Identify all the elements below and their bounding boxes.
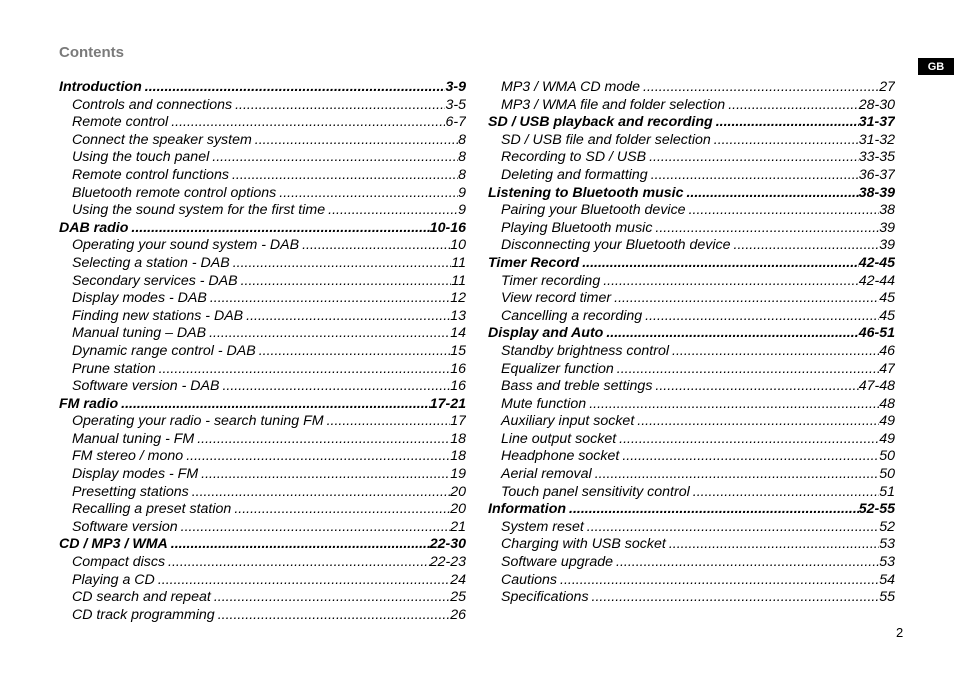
toc-entry-page: 20 <box>450 501 466 518</box>
language-badge: GB <box>918 58 954 75</box>
toc-entry-title: Manual tuning – DAB <box>72 325 207 342</box>
toc-entry-page: 19 <box>450 466 466 483</box>
toc-entry-page: 16 <box>450 360 466 377</box>
toc-entry-title: Bass and treble settings <box>501 378 653 395</box>
toc-section-entry[interactable] <box>488 114 895 132</box>
toc-dot-leader <box>324 413 451 431</box>
toc-entry-title: Connect the speaker system <box>72 131 252 148</box>
toc-subsection-entry[interactable] <box>59 167 466 185</box>
toc-entry-title: Prune station <box>72 360 156 377</box>
toc-dot-leader <box>206 325 450 343</box>
toc-subsection-entry[interactable] <box>59 501 466 519</box>
toc-entry-page: 22-30 <box>429 536 466 553</box>
toc-entry-title: Timer recording <box>501 272 601 289</box>
toc-entry-page: 11 <box>451 254 466 271</box>
toc-entry-page: 9 <box>458 184 466 201</box>
toc-entry-page: 18 <box>450 448 466 465</box>
toc-dot-leader <box>252 132 458 150</box>
toc-dot-leader <box>614 361 879 379</box>
toc-subsection-entry[interactable] <box>488 572 895 590</box>
toc-left-column <box>59 79 466 624</box>
toc-entry-title: Compact discs <box>72 554 166 571</box>
toc-entry-title: Deleting and formatting <box>501 166 648 183</box>
toc-subsection-entry[interactable] <box>59 343 466 361</box>
toc-entry-page: 14 <box>450 325 466 342</box>
toc-subsection-entry[interactable] <box>488 343 895 361</box>
toc-dot-leader <box>168 536 430 554</box>
toc-subsection-entry[interactable] <box>488 448 895 466</box>
toc-entry-title: Cautions <box>501 571 557 588</box>
toc-entry-page: 16 <box>450 378 466 395</box>
toc-dot-leader <box>155 572 450 590</box>
toc-subsection-entry[interactable] <box>59 237 466 255</box>
toc-subsection-entry[interactable] <box>488 589 895 607</box>
toc-entry-title: CD track programming <box>72 606 215 623</box>
toc-dot-leader <box>652 220 879 238</box>
toc-dot-leader <box>652 378 858 396</box>
toc-subsection-entry[interactable] <box>488 220 895 238</box>
toc-subsection-entry[interactable] <box>488 132 895 150</box>
toc-dot-leader <box>566 501 859 519</box>
toc-entry-page: 33-35 <box>858 149 895 166</box>
toc-dot-leader <box>669 343 879 361</box>
toc-entry-title: Aerial removal <box>501 466 592 483</box>
toc-dot-leader <box>142 79 446 97</box>
toc-subsection-entry[interactable] <box>488 308 895 326</box>
toc-entry-page: 3-9 <box>445 79 466 95</box>
toc-subsection-entry[interactable] <box>59 607 466 625</box>
toc-subsection-entry[interactable] <box>488 290 895 308</box>
toc-entry-page: 45 <box>879 307 895 324</box>
toc-entry-page: 38-39 <box>858 184 895 201</box>
toc-entry-title: Line output socket <box>501 430 617 447</box>
toc-entry-page: 18 <box>450 430 466 447</box>
toc-subsection-entry[interactable] <box>488 519 895 537</box>
toc-entry-page: 48 <box>879 395 895 412</box>
toc-dot-leader <box>238 273 452 291</box>
toc-entry-title: FM radio <box>59 395 119 412</box>
toc-dot-leader <box>589 589 880 607</box>
toc-entry-title: Recording to SD / USB <box>501 149 647 166</box>
toc-entry-title: DAB radio <box>59 219 129 236</box>
toc-entry-title: Presetting stations <box>72 483 189 500</box>
toc-dot-leader <box>611 290 879 308</box>
toc-dot-leader <box>634 413 879 431</box>
toc-entry-page: 47-48 <box>858 378 895 395</box>
toc-entry-title: Selecting a station - DAB <box>72 254 230 271</box>
toc-entry-title: View record timer <box>501 290 612 307</box>
toc-entry-title: System reset <box>501 518 584 535</box>
toc-dot-leader <box>603 325 858 343</box>
toc-entry-page: 10 <box>450 237 466 254</box>
toc-subsection-entry[interactable] <box>59 361 466 379</box>
toc-subsection-entry[interactable] <box>59 185 466 203</box>
toc-entry-title: Timer Record <box>488 254 580 271</box>
toc-entry-title: Auxiliary input socket <box>501 413 635 430</box>
toc-subsection-entry[interactable] <box>488 167 895 185</box>
toc-section-entry[interactable] <box>59 396 466 414</box>
toc-subsection-entry[interactable] <box>488 431 895 449</box>
toc-dot-leader <box>616 431 879 449</box>
toc-dot-leader <box>600 273 858 291</box>
toc-entry-title: Manual tuning - FM <box>72 430 195 447</box>
toc-subsection-entry[interactable] <box>488 466 895 484</box>
toc-entry-title: Cancelling a recording <box>501 307 643 324</box>
toc-dot-leader <box>231 501 450 519</box>
toc-dot-leader <box>194 431 450 449</box>
toc-entry-page: 12 <box>450 290 466 307</box>
toc-dot-leader <box>711 132 859 150</box>
toc-subsection-entry[interactable] <box>59 149 466 167</box>
toc-dot-leader <box>209 149 458 167</box>
toc-dot-leader <box>128 220 429 238</box>
toc-entry-page: 9 <box>458 202 466 219</box>
toc-dot-leader <box>211 589 450 607</box>
toc-dot-leader <box>579 255 859 273</box>
toc-dot-leader <box>613 554 879 572</box>
toc-entry-title: Charging with USB socket <box>501 536 666 553</box>
toc-entry-page: 31-32 <box>858 131 895 148</box>
toc-entry-title: Recalling a preset station <box>72 501 232 518</box>
toc-entry-title: Standby brightness control <box>501 342 669 359</box>
toc-subsection-entry[interactable] <box>488 378 895 396</box>
toc-dot-leader <box>189 484 451 502</box>
toc-entry-page: 47 <box>879 360 895 377</box>
toc-section-entry[interactable] <box>59 79 466 97</box>
toc-entry-page: 39 <box>879 237 895 254</box>
toc-entry-title: Finding new stations - DAB <box>72 307 244 324</box>
toc-dot-leader <box>229 167 458 185</box>
toc-dot-leader <box>118 396 430 414</box>
toc-subsection-entry[interactable] <box>59 290 466 308</box>
toc-dot-leader <box>183 448 450 466</box>
toc-dot-leader <box>230 255 452 273</box>
toc-dot-leader <box>731 237 880 255</box>
toc-dot-leader <box>586 396 879 414</box>
toc-entry-page: 53 <box>879 554 895 571</box>
toc-entry-title: CD / MP3 / WMA <box>59 536 168 553</box>
toc-entry-title: Touch panel sensitivity control <box>501 483 690 500</box>
toc-subsection-entry[interactable] <box>488 237 895 255</box>
toc-dot-leader <box>640 79 879 97</box>
toc-subsection-entry[interactable] <box>488 484 895 502</box>
toc-dot-leader <box>299 237 450 255</box>
toc-subsection-entry[interactable] <box>59 202 466 220</box>
toc-entry-title: SD / USB file and folder selection <box>501 131 711 148</box>
toc-entry-page: 38 <box>879 202 895 219</box>
toc-subsection-entry[interactable] <box>488 273 895 291</box>
toc-entry-page: 42-45 <box>858 254 895 271</box>
toc-dot-leader <box>276 185 458 203</box>
toc-entry-title: MP3 / WMA CD mode <box>501 79 641 95</box>
toc-section-entry[interactable] <box>59 220 466 238</box>
toc-entry-title: Using the sound system for the first time <box>72 202 326 219</box>
toc-entry-title: Remote control <box>72 114 169 131</box>
toc-dot-leader <box>642 308 879 326</box>
toc-entry-page: 26 <box>450 606 466 623</box>
toc-entry-title: Operating your sound system - DAB <box>72 237 300 254</box>
toc-entry-page: 21 <box>450 518 466 535</box>
toc-entry-title: Display modes - DAB <box>72 290 207 307</box>
toc-entry-page: 49 <box>879 430 895 447</box>
toc-entry-title: Remote control functions <box>72 166 229 183</box>
toc-subsection-entry[interactable] <box>59 114 466 132</box>
toc-entry-page: 52 <box>879 518 895 535</box>
toc-entry-title: Using the touch panel <box>72 149 210 166</box>
toc-entry-page: 52-55 <box>858 501 895 518</box>
toc-subsection-entry[interactable] <box>59 519 466 537</box>
toc-entry-page: 15 <box>450 342 466 359</box>
toc-dot-leader <box>219 378 450 396</box>
toc-dot-leader <box>584 519 879 537</box>
toc-section-entry[interactable] <box>488 255 895 273</box>
toc-entry-page: 22-23 <box>429 554 466 571</box>
toc-entry-page: 20 <box>450 483 466 500</box>
toc-dot-leader <box>690 484 879 502</box>
toc-section-entry[interactable] <box>488 501 895 519</box>
toc-entry-page: 27 <box>879 79 895 95</box>
toc-entry-title: Specifications <box>501 589 589 606</box>
toc-dot-leader <box>165 554 430 572</box>
toc-subsection-entry[interactable] <box>488 396 895 414</box>
toc-entry-page: 10-16 <box>429 219 466 236</box>
toc-entry-title: Bluetooth remote control options <box>72 184 277 201</box>
toc-dot-leader <box>256 343 451 361</box>
toc-entry-page: 3-5 <box>445 96 466 113</box>
toc-entry-title: SD / USB playback and recording <box>488 114 713 131</box>
toc-entry-page: 45 <box>879 290 895 307</box>
toc-dot-leader <box>178 519 451 537</box>
toc-dot-leader <box>232 97 445 115</box>
toc-entry-title: Headphone socket <box>501 448 620 465</box>
toc-entry-page: 50 <box>879 448 895 465</box>
toc-entry-page: 54 <box>879 571 895 588</box>
toc-entry-page: 24 <box>450 571 466 588</box>
toc-entry-title: Pairing your Bluetooth device <box>501 202 686 219</box>
toc-subsection-entry[interactable] <box>59 431 466 449</box>
page-number: 2 <box>896 625 904 640</box>
toc-dot-leader <box>683 185 858 203</box>
toc-subsection-entry[interactable] <box>59 325 466 343</box>
toc-entry-page: 50 <box>879 466 895 483</box>
toc-entry-page: 25 <box>450 589 466 606</box>
toc-dot-leader <box>198 466 450 484</box>
toc-dot-leader <box>207 290 450 308</box>
toc-entry-title: Introduction <box>59 79 142 95</box>
toc-entry-page: 13 <box>450 307 466 324</box>
toc-entry-page: 31-37 <box>858 114 895 131</box>
toc-section-entry[interactable] <box>488 185 895 203</box>
toc-entry-page: 6-7 <box>445 114 466 131</box>
toc-subsection-entry[interactable] <box>59 255 466 273</box>
toc-entry-page: 8 <box>458 149 466 166</box>
toc-entry-page: 11 <box>451 272 466 289</box>
toc-subsection-entry[interactable] <box>488 149 895 167</box>
toc-entry-page: 17-21 <box>429 395 466 412</box>
toc-subsection-entry[interactable] <box>59 308 466 326</box>
toc-entry-page: 36-37 <box>858 166 895 183</box>
toc-dot-leader <box>648 167 859 185</box>
toc-entry-title: Playing a CD <box>72 571 155 588</box>
toc-subsection-entry[interactable] <box>59 484 466 502</box>
toc-entry-page: 8 <box>458 131 466 148</box>
toc-entry-page: 55 <box>879 589 895 606</box>
toc-subsection-entry[interactable] <box>59 273 466 291</box>
toc-subsection-entry[interactable] <box>488 79 895 97</box>
toc-entry-page: 17 <box>450 413 466 430</box>
toc-dot-leader <box>168 114 445 132</box>
toc-subsection-entry[interactable] <box>59 413 466 431</box>
toc-entry-title: CD search and repeat <box>72 589 211 606</box>
toc-entry-title: Disconnecting your Bluetooth device <box>501 237 731 254</box>
toc-entry-title: Controls and connections <box>72 96 233 113</box>
toc-dot-leader <box>725 97 859 115</box>
toc-entry-title: Software version <box>72 518 178 535</box>
toc-entry-title: Display and Auto <box>488 325 604 342</box>
toc-dot-leader <box>666 536 879 554</box>
toc-subsection-entry[interactable] <box>488 202 895 220</box>
toc-entry-title: Listening to Bluetooth music <box>488 184 684 201</box>
toc-entry-page: 39 <box>879 219 895 236</box>
toc-entry-title: Mute function <box>501 395 587 412</box>
toc-entry-title: Playing Bluetooth music <box>501 219 653 236</box>
toc-subsection-entry[interactable] <box>59 97 466 115</box>
toc-subsection-entry[interactable] <box>59 448 466 466</box>
toc-subsection-entry[interactable] <box>488 413 895 431</box>
toc-entry-title: Display modes - FM <box>72 466 199 483</box>
toc-right-column <box>488 79 895 607</box>
toc-entry-title: Software version - DAB <box>72 378 220 395</box>
toc-entry-page: 28-30 <box>858 96 895 113</box>
toc-subsection-entry[interactable] <box>488 554 895 572</box>
toc-entry-page: 49 <box>879 413 895 430</box>
toc-dot-leader <box>557 572 879 590</box>
toc-subsection-entry[interactable] <box>59 572 466 590</box>
toc-subsection-entry[interactable] <box>59 378 466 396</box>
toc-section-entry[interactable] <box>59 536 466 554</box>
toc-entry-title: Equalizer function <box>501 360 614 377</box>
toc-dot-leader <box>592 466 880 484</box>
toc-entry-title: Operating your radio - search tuning FM <box>72 413 324 430</box>
toc-entry-title: Information <box>488 501 567 518</box>
toc-dot-leader <box>713 114 859 132</box>
toc-dot-leader <box>156 361 451 379</box>
toc-entry-title: Dynamic range control - DAB <box>72 342 256 359</box>
toc-dot-leader <box>646 149 859 167</box>
toc-entry-title: FM stereo / mono <box>72 448 184 465</box>
toc-subsection-entry[interactable] <box>59 132 466 150</box>
toc-subsection-entry[interactable] <box>59 589 466 607</box>
toc-section-entry[interactable] <box>488 325 895 343</box>
toc-dot-leader <box>619 448 879 466</box>
page-title: Contents <box>59 44 124 61</box>
toc-subsection-entry[interactable] <box>488 536 895 554</box>
toc-subsection-entry[interactable] <box>59 466 466 484</box>
toc-entry-title: MP3 / WMA file and folder selection <box>501 96 726 113</box>
toc-entry-page: 46 <box>879 342 895 359</box>
toc-entry-page: 42-44 <box>858 272 895 289</box>
toc-dot-leader <box>215 607 451 625</box>
toc-entry-page: 8 <box>458 166 466 183</box>
toc-entry-page: 53 <box>879 536 895 553</box>
toc-entry-page: 46-51 <box>858 325 895 342</box>
toc-entry-title: Software upgrade <box>501 554 613 571</box>
toc-subsection-entry[interactable] <box>488 97 895 115</box>
toc-entry-title: Secondary services - DAB <box>72 272 238 289</box>
toc-entry-page: 51 <box>879 483 895 500</box>
toc-subsection-entry[interactable] <box>488 361 895 379</box>
toc-dot-leader <box>686 202 880 220</box>
toc-dot-leader <box>243 308 450 326</box>
toc-subsection-entry[interactable] <box>59 554 466 572</box>
toc-dot-leader <box>325 202 458 220</box>
